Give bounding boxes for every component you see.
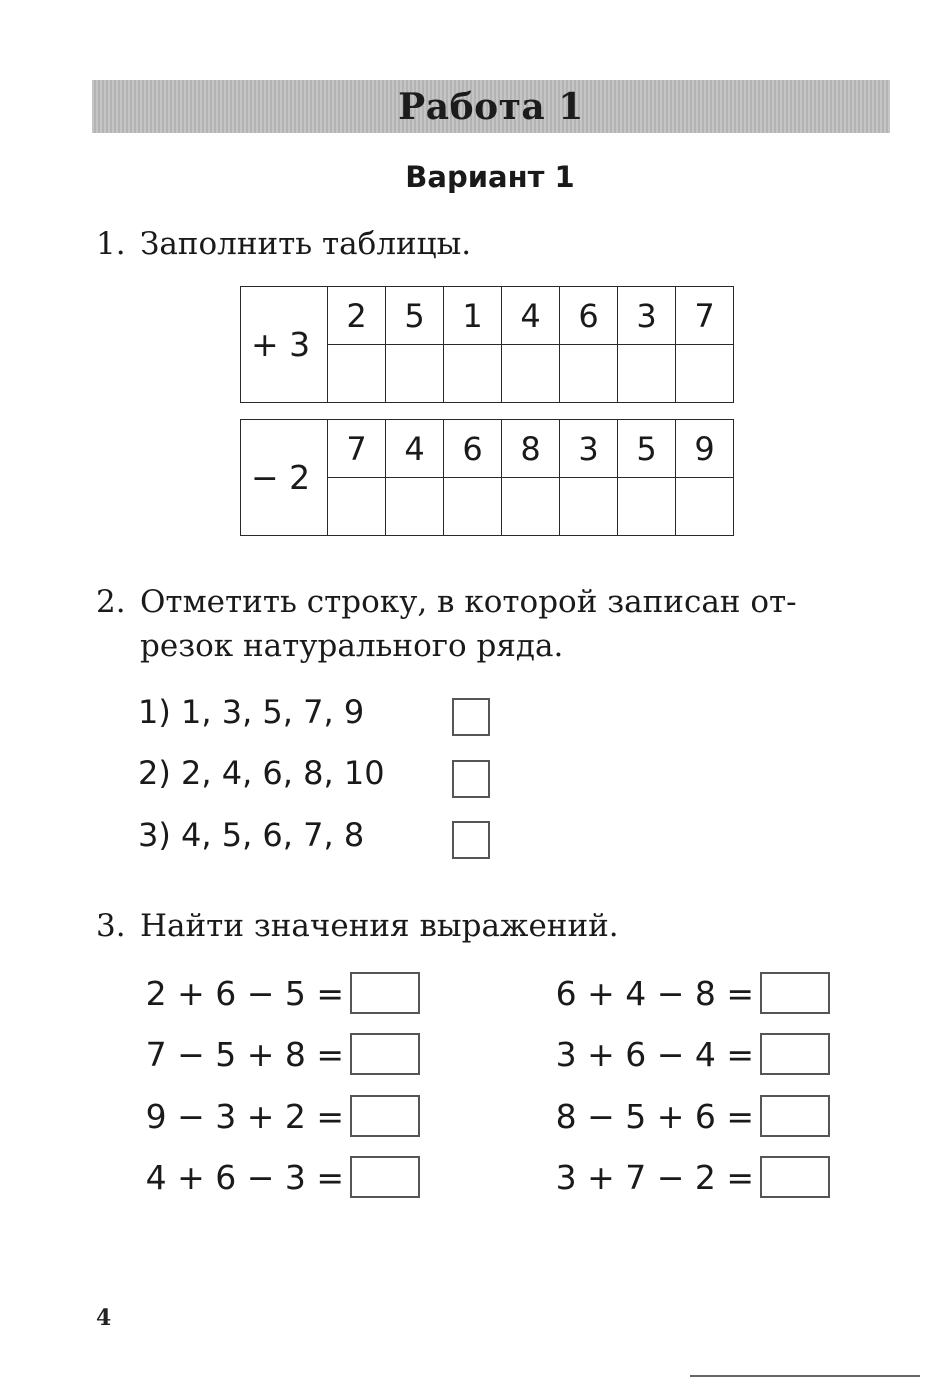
expression-text: 8 − 5 + 6 = [555,1096,754,1136]
option-3-label: 3) 4, 5, 6, 7, 8 [138,816,365,854]
input-cell: 7 [328,420,386,478]
answer-box[interactable] [350,1156,420,1198]
option-3-checkbox[interactable] [452,821,490,859]
input-cell: 7 [676,287,734,345]
expression-row [138,972,420,1014]
task-text-line-2: резок натурального ряда. [140,628,564,664]
answer-box[interactable] [760,972,830,1014]
expression-text: 4 + 6 − 3 = [145,1157,344,1197]
expression-text: 6 + 4 − 8 = [555,973,754,1013]
expression-text: 3 + 7 − 2 = [555,1157,754,1197]
task-text: Заполнить таблицы. [140,226,472,262]
input-cell: 5 [386,287,444,345]
option-1-checkbox[interactable] [452,698,490,736]
answer-box[interactable] [350,972,420,1014]
answer-box[interactable] [350,1033,420,1075]
input-cell: 6 [444,420,502,478]
expression-row [548,972,830,1014]
input-cell: 6 [560,287,618,345]
answer-cell[interactable] [328,345,386,403]
answer-box[interactable] [760,1033,830,1075]
task-number: 1. [96,226,126,262]
expression-text: 7 − 5 + 8 = [145,1034,344,1074]
expression-text: 2 + 6 − 5 = [145,973,344,1013]
expression-row [548,1156,830,1198]
answer-box[interactable] [760,1156,830,1198]
input-cell: 2 [328,287,386,345]
expression-row [548,1095,830,1137]
task-2-heading [96,580,896,668]
option-2-checkbox[interactable] [452,760,490,798]
operation-cell: − 2 [241,420,328,536]
input-cell: 9 [676,420,734,478]
input-cell: 4 [502,287,560,345]
answer-cell[interactable] [618,345,676,403]
operation-cell: + 3 [241,287,328,403]
page-number: 4 [96,1305,112,1331]
expression-row [548,1033,830,1075]
scan-edge-line [690,1375,920,1377]
expression-text: 9 − 3 + 2 = [145,1096,344,1136]
answer-cell[interactable] [502,345,560,403]
header-band [92,80,890,133]
task-number: 2. [96,584,126,620]
task-text: Найти значения выражений. [140,908,619,944]
answer-cell[interactable] [328,478,386,536]
fill-table-plus [240,286,734,403]
input-cell: 8 [502,420,560,478]
answer-box[interactable] [760,1095,830,1137]
task-1-heading [96,222,471,266]
input-cell: 1 [444,287,502,345]
answer-cell[interactable] [560,478,618,536]
input-cell: 3 [618,287,676,345]
answer-cell[interactable] [676,478,734,536]
task-3-heading [96,904,619,948]
answer-cell[interactable] [386,345,444,403]
expression-row [138,1095,420,1137]
expression-row [138,1033,420,1075]
answer-cell[interactable] [618,478,676,536]
answer-cell[interactable] [560,345,618,403]
option-2-label: 2) 2, 4, 6, 8, 10 [138,754,385,792]
option-1-label: 1) 1, 3, 5, 7, 9 [138,693,365,731]
expression-row [138,1156,420,1198]
answer-cell[interactable] [502,478,560,536]
expression-text: 3 + 6 − 4 = [555,1034,754,1074]
variant-heading: Вариант 1 [405,160,575,194]
fill-table-minus [240,419,734,536]
input-cell: 5 [618,420,676,478]
task-text-line-1: Отметить строку, в которой записан от- [140,584,797,620]
answer-cell[interactable] [444,345,502,403]
answer-box[interactable] [350,1095,420,1137]
input-cell: 3 [560,420,618,478]
task-number: 3. [96,908,126,944]
input-cell: 4 [386,420,444,478]
answer-cell[interactable] [676,345,734,403]
answer-cell[interactable] [386,478,444,536]
answer-cell[interactable] [444,478,502,536]
page-title: Работа 1 [398,85,584,128]
